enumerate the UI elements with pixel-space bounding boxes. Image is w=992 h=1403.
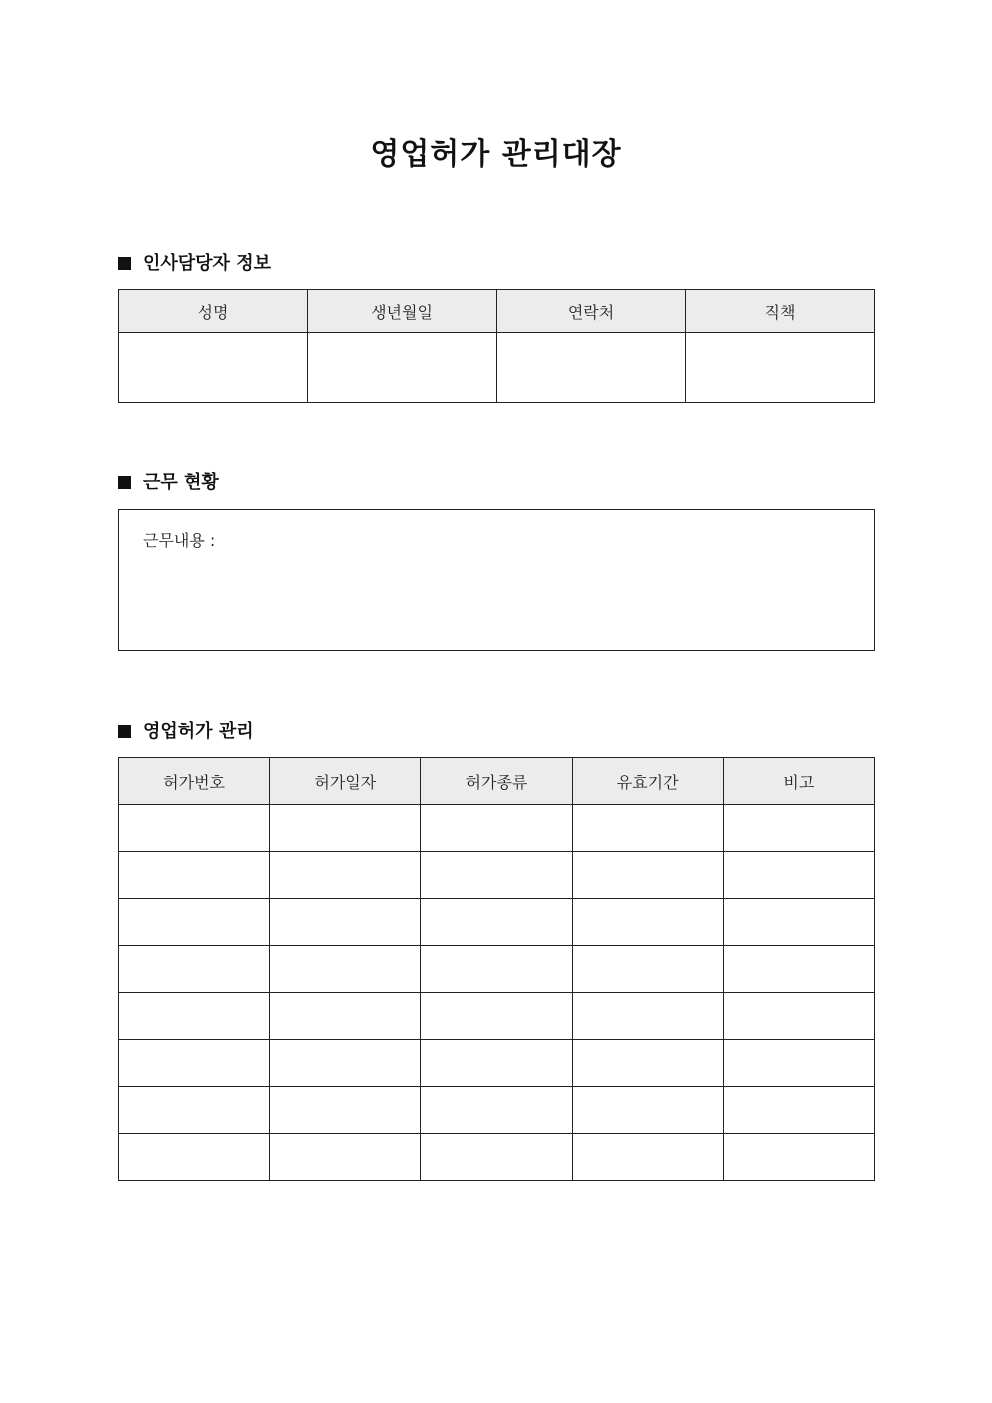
work-section-heading-text: 근무 현황 (143, 472, 219, 493)
table-row (119, 1087, 875, 1134)
table-row (119, 946, 875, 993)
permit-cell-number[interactable] (119, 1087, 270, 1134)
column-header-name: 성명 (119, 290, 308, 333)
permit-cell-number[interactable] (119, 852, 270, 899)
table-row (119, 852, 875, 899)
permit-cell-number[interactable] (119, 993, 270, 1040)
work-content-label: 근무내용 : (143, 531, 216, 550)
table-row (119, 993, 875, 1040)
permit-cell-validity[interactable] (572, 946, 723, 993)
permit-cell-validity[interactable] (572, 993, 723, 1040)
table-row (119, 899, 875, 946)
hr-section-heading-text: 인사담당자 정보 (143, 253, 271, 274)
column-header-permit-type: 허가종류 (421, 758, 572, 805)
permit-cell-type[interactable] (421, 1134, 572, 1181)
permit-cell-remarks[interactable] (723, 946, 874, 993)
table-row (119, 805, 875, 852)
permit-cell-remarks[interactable] (723, 1040, 874, 1087)
permit-cell-remarks[interactable] (723, 1134, 874, 1181)
permit-cell-validity[interactable] (572, 852, 723, 899)
permit-cell-date[interactable] (270, 1040, 421, 1087)
permit-cell-validity[interactable] (572, 1040, 723, 1087)
hr-cell-name[interactable] (119, 333, 308, 403)
column-header-validity-period: 유효기간 (572, 758, 723, 805)
permit-cell-number[interactable] (119, 946, 270, 993)
column-header-position: 직책 (686, 290, 875, 333)
column-header-permit-date: 허가일자 (270, 758, 421, 805)
permit-cell-date[interactable] (270, 899, 421, 946)
permit-cell-date[interactable] (270, 805, 421, 852)
permit-cell-date[interactable] (270, 946, 421, 993)
hr-cell-contact[interactable] (497, 333, 686, 403)
permit-cell-validity[interactable] (572, 1087, 723, 1134)
hr-section-heading (118, 251, 271, 277)
column-header-remarks: 비고 (723, 758, 874, 805)
permit-table (118, 757, 875, 1181)
permit-cell-number[interactable] (119, 1040, 270, 1087)
permit-cell-date[interactable] (270, 852, 421, 899)
permit-cell-number[interactable] (119, 1134, 270, 1181)
column-header-permit-number: 허가번호 (119, 758, 270, 805)
column-header-birthdate: 생년월일 (308, 290, 497, 333)
permit-cell-number[interactable] (119, 805, 270, 852)
column-header-contact: 연락처 (497, 290, 686, 333)
document-title: 영업허가 관리대장 (370, 137, 622, 172)
table-header-row (119, 290, 875, 333)
permit-cell-validity[interactable] (572, 1134, 723, 1181)
square-bullet-icon (118, 257, 131, 270)
table-header-row (119, 758, 875, 805)
work-section-heading (118, 470, 219, 496)
permit-cell-remarks[interactable] (723, 852, 874, 899)
permit-cell-date[interactable] (270, 1134, 421, 1181)
table-row (119, 1040, 875, 1087)
permit-cell-remarks[interactable] (723, 805, 874, 852)
permit-cell-date[interactable] (270, 1087, 421, 1134)
square-bullet-icon (118, 725, 131, 738)
permit-cell-number[interactable] (119, 899, 270, 946)
permit-cell-remarks[interactable] (723, 1087, 874, 1134)
hr-cell-position[interactable] (686, 333, 875, 403)
permit-cell-validity[interactable] (572, 805, 723, 852)
permit-cell-date[interactable] (270, 993, 421, 1040)
permit-cell-type[interactable] (421, 993, 572, 1040)
permit-cell-remarks[interactable] (723, 993, 874, 1040)
table-row (119, 333, 875, 403)
table-row (119, 1134, 875, 1181)
work-content-box[interactable] (118, 509, 875, 651)
permit-cell-type[interactable] (421, 1040, 572, 1087)
permit-cell-type[interactable] (421, 805, 572, 852)
permit-section-heading (118, 719, 254, 745)
hr-info-table (118, 289, 875, 403)
permit-cell-type[interactable] (421, 852, 572, 899)
square-bullet-icon (118, 476, 131, 489)
hr-cell-birthdate[interactable] (308, 333, 497, 403)
permit-cell-type[interactable] (421, 946, 572, 993)
permit-cell-validity[interactable] (572, 899, 723, 946)
permit-cell-remarks[interactable] (723, 899, 874, 946)
permit-cell-type[interactable] (421, 899, 572, 946)
permit-section-heading-text: 영업허가 관리 (143, 721, 254, 742)
permit-cell-type[interactable] (421, 1087, 572, 1134)
